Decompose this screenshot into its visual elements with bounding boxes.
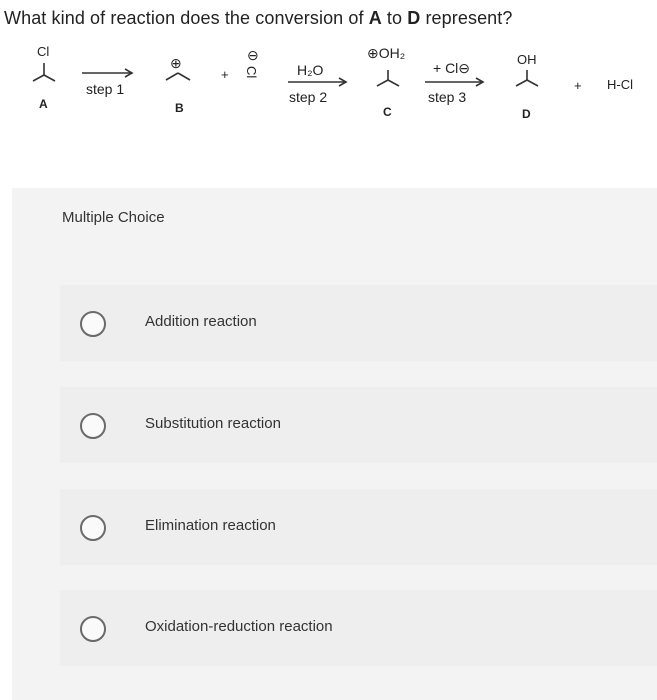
choice-label: Elimination reaction: [145, 517, 276, 534]
bond-b-2: [178, 73, 190, 80]
choice-option-addition[interactable]: [60, 285, 657, 361]
step2-reagent: H₂O: [297, 62, 324, 78]
bond-a-2: [33, 75, 44, 81]
radio-button[interactable]: [80, 311, 106, 337]
chloride-atom: Cl: [244, 66, 259, 79]
bond-d-2: [516, 80, 527, 86]
bond-c-3: [388, 80, 399, 86]
choice-label: Oxidation-reduction reaction: [145, 618, 333, 635]
multiple-choice-title: Multiple Choice: [62, 209, 165, 226]
chloride-charge: ⊖: [247, 47, 259, 63]
bond-a-3: [44, 75, 55, 81]
radio-button[interactable]: [80, 515, 106, 541]
compound-b-charge: ⊕: [170, 55, 182, 71]
compound-a-label: A: [39, 97, 48, 111]
byproduct-hcl: H-Cl: [607, 77, 633, 92]
choice-option-redox[interactable]: [60, 590, 657, 666]
compound-c-label: C: [383, 105, 392, 119]
choice-option-substitution[interactable]: [60, 387, 657, 463]
choice-label: Substitution reaction: [145, 415, 281, 432]
compound-a-atom: Cl: [37, 44, 50, 59]
step1-label: step 1: [86, 81, 125, 97]
radio-button[interactable]: [80, 616, 106, 642]
choice-label: Addition reaction: [145, 313, 257, 330]
bond-d-3: [527, 80, 538, 86]
step3-label: step 3: [428, 89, 467, 105]
question-text: What kind of reaction does the conversion of A to D represent?: [4, 8, 513, 28]
radio-button[interactable]: [80, 413, 106, 439]
compound-b-label: B: [175, 101, 184, 115]
plus-sign-2: +: [574, 78, 582, 93]
plus-sign-1: +: [221, 67, 229, 82]
choice-option-elimination[interactable]: [60, 489, 657, 565]
compound-c-group: ⊕OH₂: [367, 45, 406, 61]
compound-d-label: D: [522, 107, 531, 121]
bond-b-1: [166, 73, 178, 80]
step2-label: step 2: [289, 89, 328, 105]
compound-d-group: OH: [517, 52, 537, 67]
bond-c-2: [377, 80, 388, 86]
step3-reagent: + Cl⊖: [433, 60, 471, 76]
reaction-scheme: [0, 40, 657, 140]
